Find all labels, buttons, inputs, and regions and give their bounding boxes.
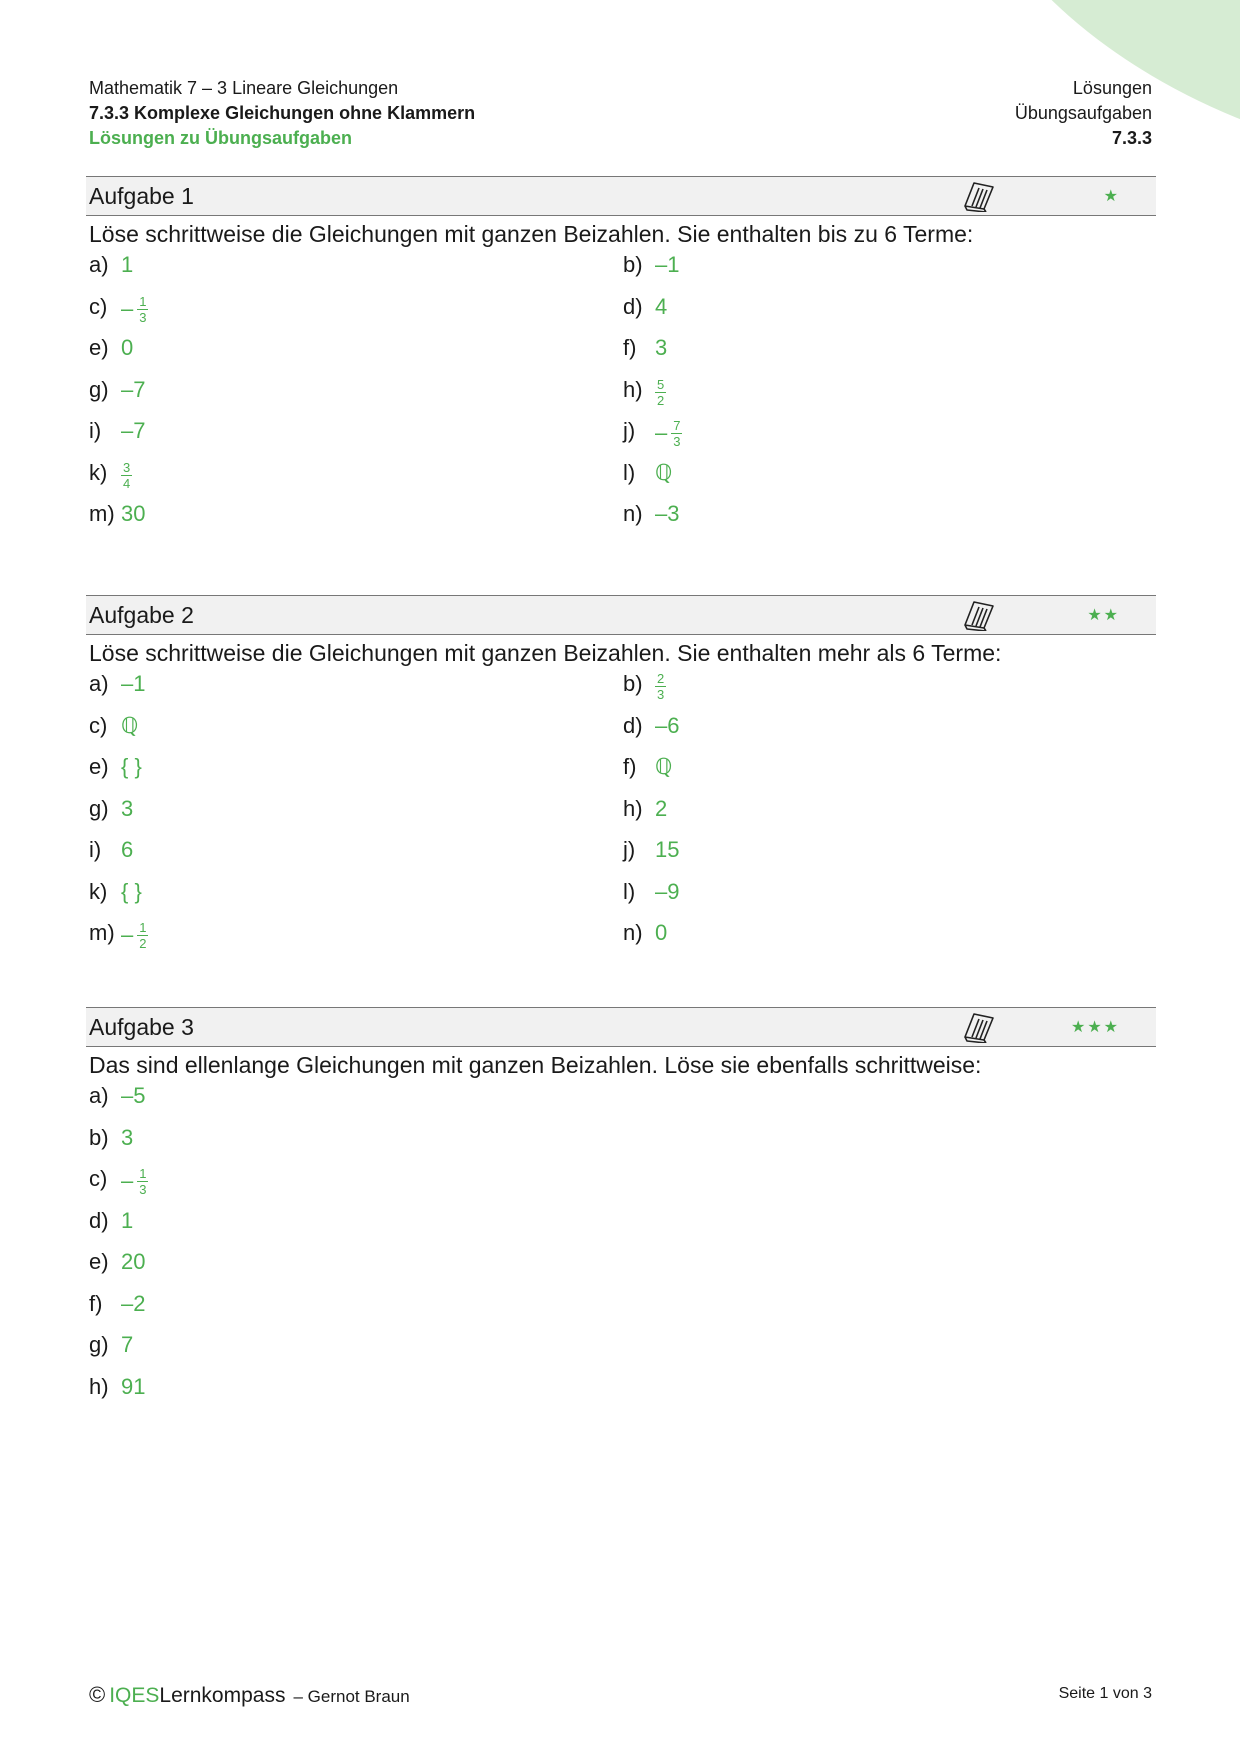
answer-text: –6 bbox=[655, 712, 680, 738]
answer-row bbox=[86, 713, 1156, 755]
answer-text: ℚ bbox=[655, 459, 673, 485]
answer-text: 1 bbox=[121, 1207, 134, 1233]
answer-value bbox=[121, 920, 148, 950]
answer-row bbox=[86, 377, 1156, 419]
answer-text: 3 bbox=[655, 335, 668, 360]
answer-row bbox=[86, 796, 1156, 838]
answer-item bbox=[86, 335, 620, 361]
answer-item bbox=[86, 501, 620, 527]
answer-row bbox=[86, 335, 1156, 377]
answer-item bbox=[86, 1208, 620, 1234]
answer-label: j) bbox=[623, 837, 636, 862]
answer-value bbox=[121, 1208, 133, 1234]
answer-label: g) bbox=[89, 1332, 109, 1357]
answer-value bbox=[121, 1125, 133, 1151]
fraction-numerator: 2 bbox=[657, 671, 665, 686]
answer-label: l) bbox=[623, 459, 636, 485]
answer-text: –3 bbox=[655, 501, 680, 526]
answer-value bbox=[655, 294, 667, 320]
answer-label: j) bbox=[623, 418, 636, 443]
answer-label: b) bbox=[623, 252, 643, 277]
answer-value bbox=[121, 1166, 148, 1196]
answer-row bbox=[86, 754, 1156, 796]
answer-label: d) bbox=[89, 1207, 109, 1233]
answer-label: k) bbox=[89, 878, 108, 904]
fraction-denominator: 3 bbox=[657, 687, 665, 702]
answer-item bbox=[86, 1249, 620, 1275]
answer-row bbox=[86, 252, 1156, 294]
task-title: Aufgabe 2 bbox=[89, 601, 194, 628]
answer-label: m) bbox=[89, 920, 115, 945]
answer-item bbox=[86, 252, 620, 278]
task-description: Löse schrittweise die Gleichungen mit ganzen Beizahlen. Sie enthalten mehr als 6 Terme: bbox=[89, 640, 1002, 666]
answer-sign: – bbox=[121, 1168, 134, 1193]
answer-label: a) bbox=[89, 252, 109, 277]
page-number: Seite 1 von 3 bbox=[1058, 1685, 1152, 1702]
answer-text: ℚ bbox=[121, 712, 139, 738]
answer-label: h) bbox=[623, 795, 643, 821]
answer-row bbox=[86, 1208, 1156, 1250]
task-title: Aufgabe 1 bbox=[89, 182, 194, 209]
fraction-denominator: 3 bbox=[139, 1182, 147, 1197]
answer-grid bbox=[86, 1083, 1156, 1415]
answer-sign: – bbox=[655, 420, 668, 445]
answer-value bbox=[121, 460, 132, 490]
document-header-right bbox=[1015, 76, 1152, 151]
answer-text: 0 bbox=[121, 335, 134, 360]
answer-value bbox=[655, 713, 679, 739]
task-1 bbox=[86, 176, 1156, 543]
answer-fraction bbox=[671, 420, 682, 448]
answer-item bbox=[620, 754, 1154, 780]
answer-value bbox=[121, 837, 133, 863]
answer-text: ℚ bbox=[655, 754, 673, 779]
answer-row bbox=[86, 1291, 1156, 1333]
answer-label: n) bbox=[623, 920, 643, 945]
answer-text: { } bbox=[121, 754, 142, 779]
answer-row bbox=[86, 1083, 1156, 1125]
answer-item bbox=[620, 796, 1154, 822]
answer-item bbox=[86, 671, 620, 697]
answer-value bbox=[121, 754, 142, 780]
answer-row bbox=[86, 879, 1156, 921]
answer-row bbox=[86, 1332, 1156, 1374]
answer-text: –7 bbox=[121, 376, 146, 402]
answer-item bbox=[620, 837, 1154, 863]
answer-label: i) bbox=[89, 837, 102, 862]
task-2 bbox=[86, 595, 1156, 962]
answer-text: 3 bbox=[121, 795, 134, 821]
answer-label: e) bbox=[89, 754, 109, 779]
answer-label: b) bbox=[89, 1124, 109, 1150]
answer-value bbox=[655, 920, 667, 946]
answer-item bbox=[620, 713, 1154, 739]
answer-item bbox=[86, 837, 620, 863]
answer-text: 0 bbox=[655, 920, 668, 945]
answer-item bbox=[86, 460, 620, 490]
answer-value bbox=[655, 879, 679, 905]
answer-label: m) bbox=[89, 501, 115, 526]
answer-label: f) bbox=[623, 754, 637, 779]
answer-item bbox=[86, 1332, 620, 1358]
answer-grid bbox=[86, 252, 1156, 543]
answer-value bbox=[121, 1249, 145, 1275]
answer-item bbox=[620, 501, 1154, 527]
answer-text: 1 bbox=[121, 252, 134, 277]
answer-item bbox=[86, 1166, 620, 1196]
answer-text: –1 bbox=[121, 671, 146, 696]
answer-row bbox=[86, 1125, 1156, 1167]
answer-value bbox=[655, 837, 679, 863]
footer bbox=[89, 1682, 410, 1708]
answer-grid bbox=[86, 671, 1156, 962]
task-description: Löse schrittweise die Gleichungen mit ganzen Beizahlen. Sie enthalten bis zu 6 Terme: bbox=[89, 221, 974, 247]
task-header bbox=[86, 1007, 1156, 1047]
answer-label: c) bbox=[89, 1166, 108, 1191]
answer-text: 6 bbox=[121, 837, 134, 862]
answer-label: d) bbox=[623, 293, 643, 319]
answer-item bbox=[86, 754, 620, 780]
answer-item bbox=[620, 252, 1154, 278]
answer-text: 30 bbox=[121, 501, 146, 526]
answer-row bbox=[86, 418, 1156, 460]
answer-text: –5 bbox=[121, 1083, 146, 1108]
answer-item bbox=[620, 879, 1154, 905]
answer-value bbox=[121, 377, 145, 403]
task-header bbox=[86, 595, 1156, 635]
answer-row bbox=[86, 1249, 1156, 1291]
answer-row bbox=[86, 1374, 1156, 1416]
brand-logo-iqes: IQES bbox=[109, 1684, 160, 1707]
header-label-solutions: Lösungen bbox=[1072, 78, 1152, 98]
answer-text: –9 bbox=[655, 878, 680, 904]
answer-label: e) bbox=[89, 335, 109, 360]
fraction-denominator: 3 bbox=[139, 309, 147, 325]
header-label-exercises: Übungsaufgaben bbox=[1014, 103, 1152, 123]
course-title: Mathematik 7 – 3 Lineare Gleichungen bbox=[89, 78, 399, 98]
answer-value bbox=[655, 796, 667, 822]
answer-text: 91 bbox=[121, 1373, 146, 1399]
answer-item bbox=[620, 920, 1154, 946]
copyright-symbol: © bbox=[89, 1682, 106, 1707]
answer-label: a) bbox=[89, 671, 109, 696]
answer-fraction bbox=[137, 922, 148, 950]
answer-value bbox=[121, 713, 138, 739]
answer-value bbox=[655, 252, 679, 278]
answer-value bbox=[121, 1291, 145, 1317]
answer-value bbox=[655, 335, 667, 361]
answer-value bbox=[655, 671, 666, 701]
answer-value bbox=[655, 377, 666, 407]
answer-fraction bbox=[121, 459, 132, 491]
answer-item bbox=[86, 294, 620, 324]
book-icon bbox=[962, 180, 996, 212]
answer-label: i) bbox=[89, 418, 102, 443]
answer-item bbox=[620, 377, 1154, 407]
answer-item bbox=[620, 671, 1154, 701]
answer-value bbox=[655, 501, 679, 527]
fraction-denominator: 2 bbox=[657, 392, 665, 408]
answer-fraction bbox=[655, 673, 666, 701]
answer-item bbox=[620, 294, 1154, 320]
book-icon bbox=[962, 599, 996, 631]
answer-item bbox=[86, 1374, 620, 1400]
answer-row bbox=[86, 920, 1156, 962]
answer-fraction bbox=[137, 1168, 148, 1196]
answer-value bbox=[655, 754, 672, 780]
answer-value bbox=[121, 1332, 133, 1358]
answer-label: n) bbox=[623, 501, 643, 526]
answer-label: a) bbox=[89, 1083, 109, 1108]
topic-title: 7.3.3 Komplexe Gleichungen ohne Klammern bbox=[89, 103, 476, 123]
answer-label: h) bbox=[89, 1373, 109, 1399]
answer-value bbox=[121, 501, 145, 527]
answer-item bbox=[86, 377, 620, 403]
difficulty-stars-icon: ★★★ bbox=[1070, 1019, 1120, 1036]
answer-fraction bbox=[137, 293, 148, 325]
answer-item bbox=[86, 713, 620, 739]
answer-label: g) bbox=[89, 376, 109, 402]
fraction-denominator: 3 bbox=[673, 434, 681, 449]
task-header bbox=[86, 176, 1156, 216]
fraction-denominator: 2 bbox=[139, 936, 147, 951]
answer-item bbox=[620, 460, 1154, 486]
answer-row bbox=[86, 1166, 1156, 1208]
answer-text: –7 bbox=[121, 418, 146, 443]
answer-row bbox=[86, 460, 1156, 502]
answer-value bbox=[655, 418, 682, 448]
author: – Gernot Braun bbox=[293, 1687, 410, 1706]
answer-value bbox=[655, 460, 672, 486]
difficulty-stars-icon: ★★ bbox=[1087, 607, 1120, 624]
answer-value bbox=[121, 1083, 145, 1109]
answer-label: c) bbox=[89, 293, 108, 319]
document-subtitle: Lösungen zu Übungsaufgaben bbox=[89, 128, 352, 148]
answer-label: k) bbox=[89, 459, 108, 485]
answer-label: c) bbox=[89, 712, 108, 738]
difficulty-stars-icon: ★ bbox=[1103, 188, 1120, 205]
task-title: Aufgabe 3 bbox=[89, 1013, 194, 1040]
answer-item bbox=[86, 879, 620, 905]
answer-text: 4 bbox=[655, 293, 668, 319]
answer-text: 20 bbox=[121, 1249, 146, 1274]
answer-item bbox=[86, 418, 620, 444]
answer-label: g) bbox=[89, 795, 109, 821]
answer-row bbox=[86, 671, 1156, 713]
answer-value bbox=[121, 418, 145, 444]
answer-row bbox=[86, 837, 1156, 879]
answer-text: 2 bbox=[655, 795, 668, 821]
answer-row bbox=[86, 501, 1156, 543]
answer-row bbox=[86, 294, 1156, 336]
header-section-number: 7.3.3 bbox=[1111, 128, 1152, 148]
document-header bbox=[89, 76, 475, 151]
answer-text: –1 bbox=[655, 252, 680, 277]
answer-label: l) bbox=[623, 878, 636, 904]
task-3 bbox=[86, 1007, 1156, 1415]
answer-label: f) bbox=[89, 1290, 103, 1316]
fraction-numerator: 1 bbox=[139, 1166, 147, 1181]
task-description: Das sind ellenlange Gleichungen mit ganzen Beizahlen. Löse sie ebenfalls schrittweise: bbox=[89, 1052, 982, 1078]
book-icon bbox=[962, 1011, 996, 1043]
answer-label: f) bbox=[623, 335, 637, 360]
answer-text: 15 bbox=[655, 837, 680, 862]
answer-value bbox=[121, 335, 133, 361]
answer-label: h) bbox=[623, 376, 643, 402]
answer-text: { } bbox=[121, 878, 142, 904]
fraction-numerator: 5 bbox=[657, 376, 665, 392]
answer-fraction bbox=[655, 376, 666, 408]
answer-label: d) bbox=[623, 712, 643, 738]
answer-value bbox=[121, 252, 133, 278]
fraction-numerator: 7 bbox=[673, 418, 681, 433]
answer-text: –2 bbox=[121, 1290, 146, 1316]
answer-item bbox=[86, 1125, 620, 1151]
answer-item bbox=[620, 418, 1154, 448]
fraction-numerator: 1 bbox=[139, 920, 147, 935]
answer-sign: – bbox=[121, 295, 134, 321]
answer-label: e) bbox=[89, 1249, 109, 1274]
answer-value bbox=[121, 1374, 145, 1400]
fraction-denominator: 4 bbox=[123, 475, 131, 491]
answer-value bbox=[121, 879, 142, 905]
answer-value bbox=[121, 294, 148, 324]
answer-item bbox=[86, 920, 620, 950]
answer-value bbox=[121, 671, 145, 697]
answer-text: 3 bbox=[121, 1124, 134, 1150]
answer-item bbox=[620, 335, 1154, 361]
answer-item bbox=[86, 796, 620, 822]
fraction-numerator: 3 bbox=[123, 459, 131, 475]
answer-label: b) bbox=[623, 671, 643, 696]
answer-item bbox=[86, 1083, 620, 1109]
brand-logo-lernkompass: Lernkompass bbox=[159, 1684, 286, 1707]
answer-text: 7 bbox=[121, 1332, 134, 1357]
answer-sign: – bbox=[121, 922, 134, 947]
answer-value bbox=[121, 796, 133, 822]
answer-item bbox=[86, 1291, 620, 1317]
fraction-numerator: 1 bbox=[139, 293, 147, 309]
